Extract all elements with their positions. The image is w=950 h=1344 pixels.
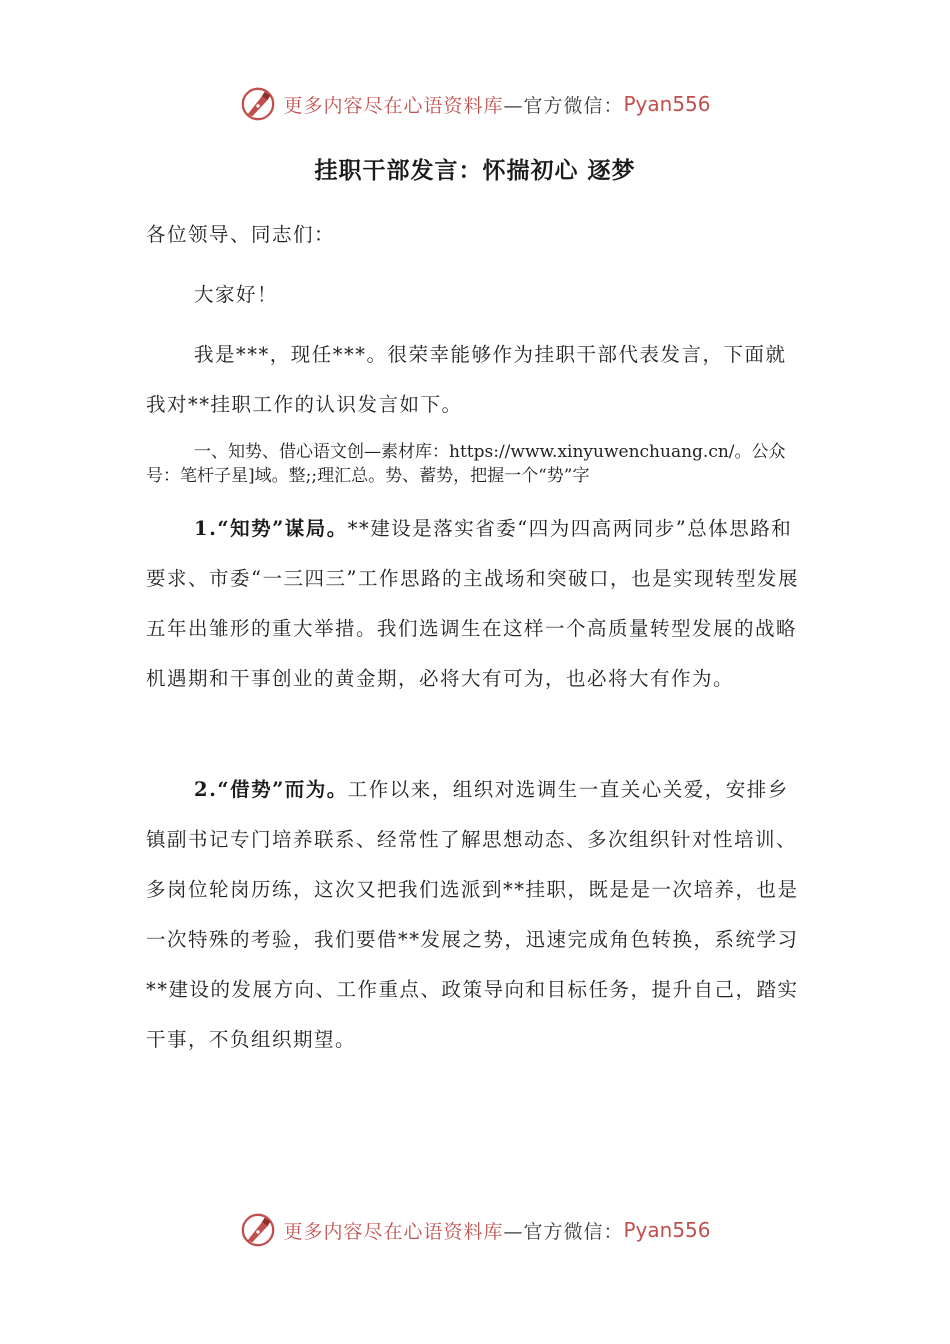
section-1-label: 1.“知势”谋局。 xyxy=(194,517,348,540)
footer-wechat-id: Pyan556 xyxy=(623,1218,711,1242)
banner-site-text: 更多内容尽在心语资料库 xyxy=(283,94,504,117)
banner-wechat-label: —官方微信： xyxy=(503,94,624,117)
footer-wechat-label: —官方微信： xyxy=(503,1220,624,1243)
section-heading-1 xyxy=(146,440,806,488)
header-banner xyxy=(0,82,950,126)
document-title: 挂职干部发言：怀揣初心 逐梦 xyxy=(314,157,636,184)
salutation: 各位领导、同志们： xyxy=(146,223,336,246)
footer-site-text: 更多内容尽在心语资料库 xyxy=(283,1220,504,1243)
banner-wechat-id: Pyan556 xyxy=(623,92,711,116)
intro-text: 我是***，现任***。很荣幸能够作为挂职干部代表发言，下面就我对**挂职工作的认识发言如下。 xyxy=(146,343,787,416)
greeting: 大家好！ xyxy=(194,283,279,306)
section-heading-1-text: 一、知势、借心语文创—素材库：https://www.xinyuwenchuang.cn/。公众号：笔杆子星]域。整;;理汇总。势、蓄势，把握一个“势”字 xyxy=(146,442,786,486)
section-2-paragraph xyxy=(146,765,806,1065)
section-1-text: **建设是落实省委“四为四高两同步”总体思路和要求、市委“一三四三”工作思路的主战场和突破口，也是实现转型发展五年出雏形的重大举措。我们选调生在这样一个高质量转型发展的战略机遇期和干事创业的黄金期，必将大有可为，也必将大有作为。 xyxy=(146,517,799,690)
section-1-paragraph xyxy=(146,504,806,704)
pen-nib-logo-icon xyxy=(239,85,277,123)
intro-paragraph xyxy=(146,330,806,430)
section-2-label: 2.“借势”而为。 xyxy=(194,778,348,801)
pen-nib-logo-icon xyxy=(239,1211,277,1249)
section-2-text: 工作以来，组织对选调生一直关心关爱，安排乡镇副书记专门培养联系、经常性了解思想动态、多次组织针对性培训、多岗位轮岗历练，这次又把我们选派到**挂职，既是是一次培养，也是一次特殊的考验，我们要借**发展之势，迅速完成角色转换，系统学习**建设的发展方向、工作重点、政策导向和目标任务，提升自己，踏实干事，不负组织期望。 xyxy=(146,778,799,1051)
footer-banner xyxy=(0,1208,950,1252)
